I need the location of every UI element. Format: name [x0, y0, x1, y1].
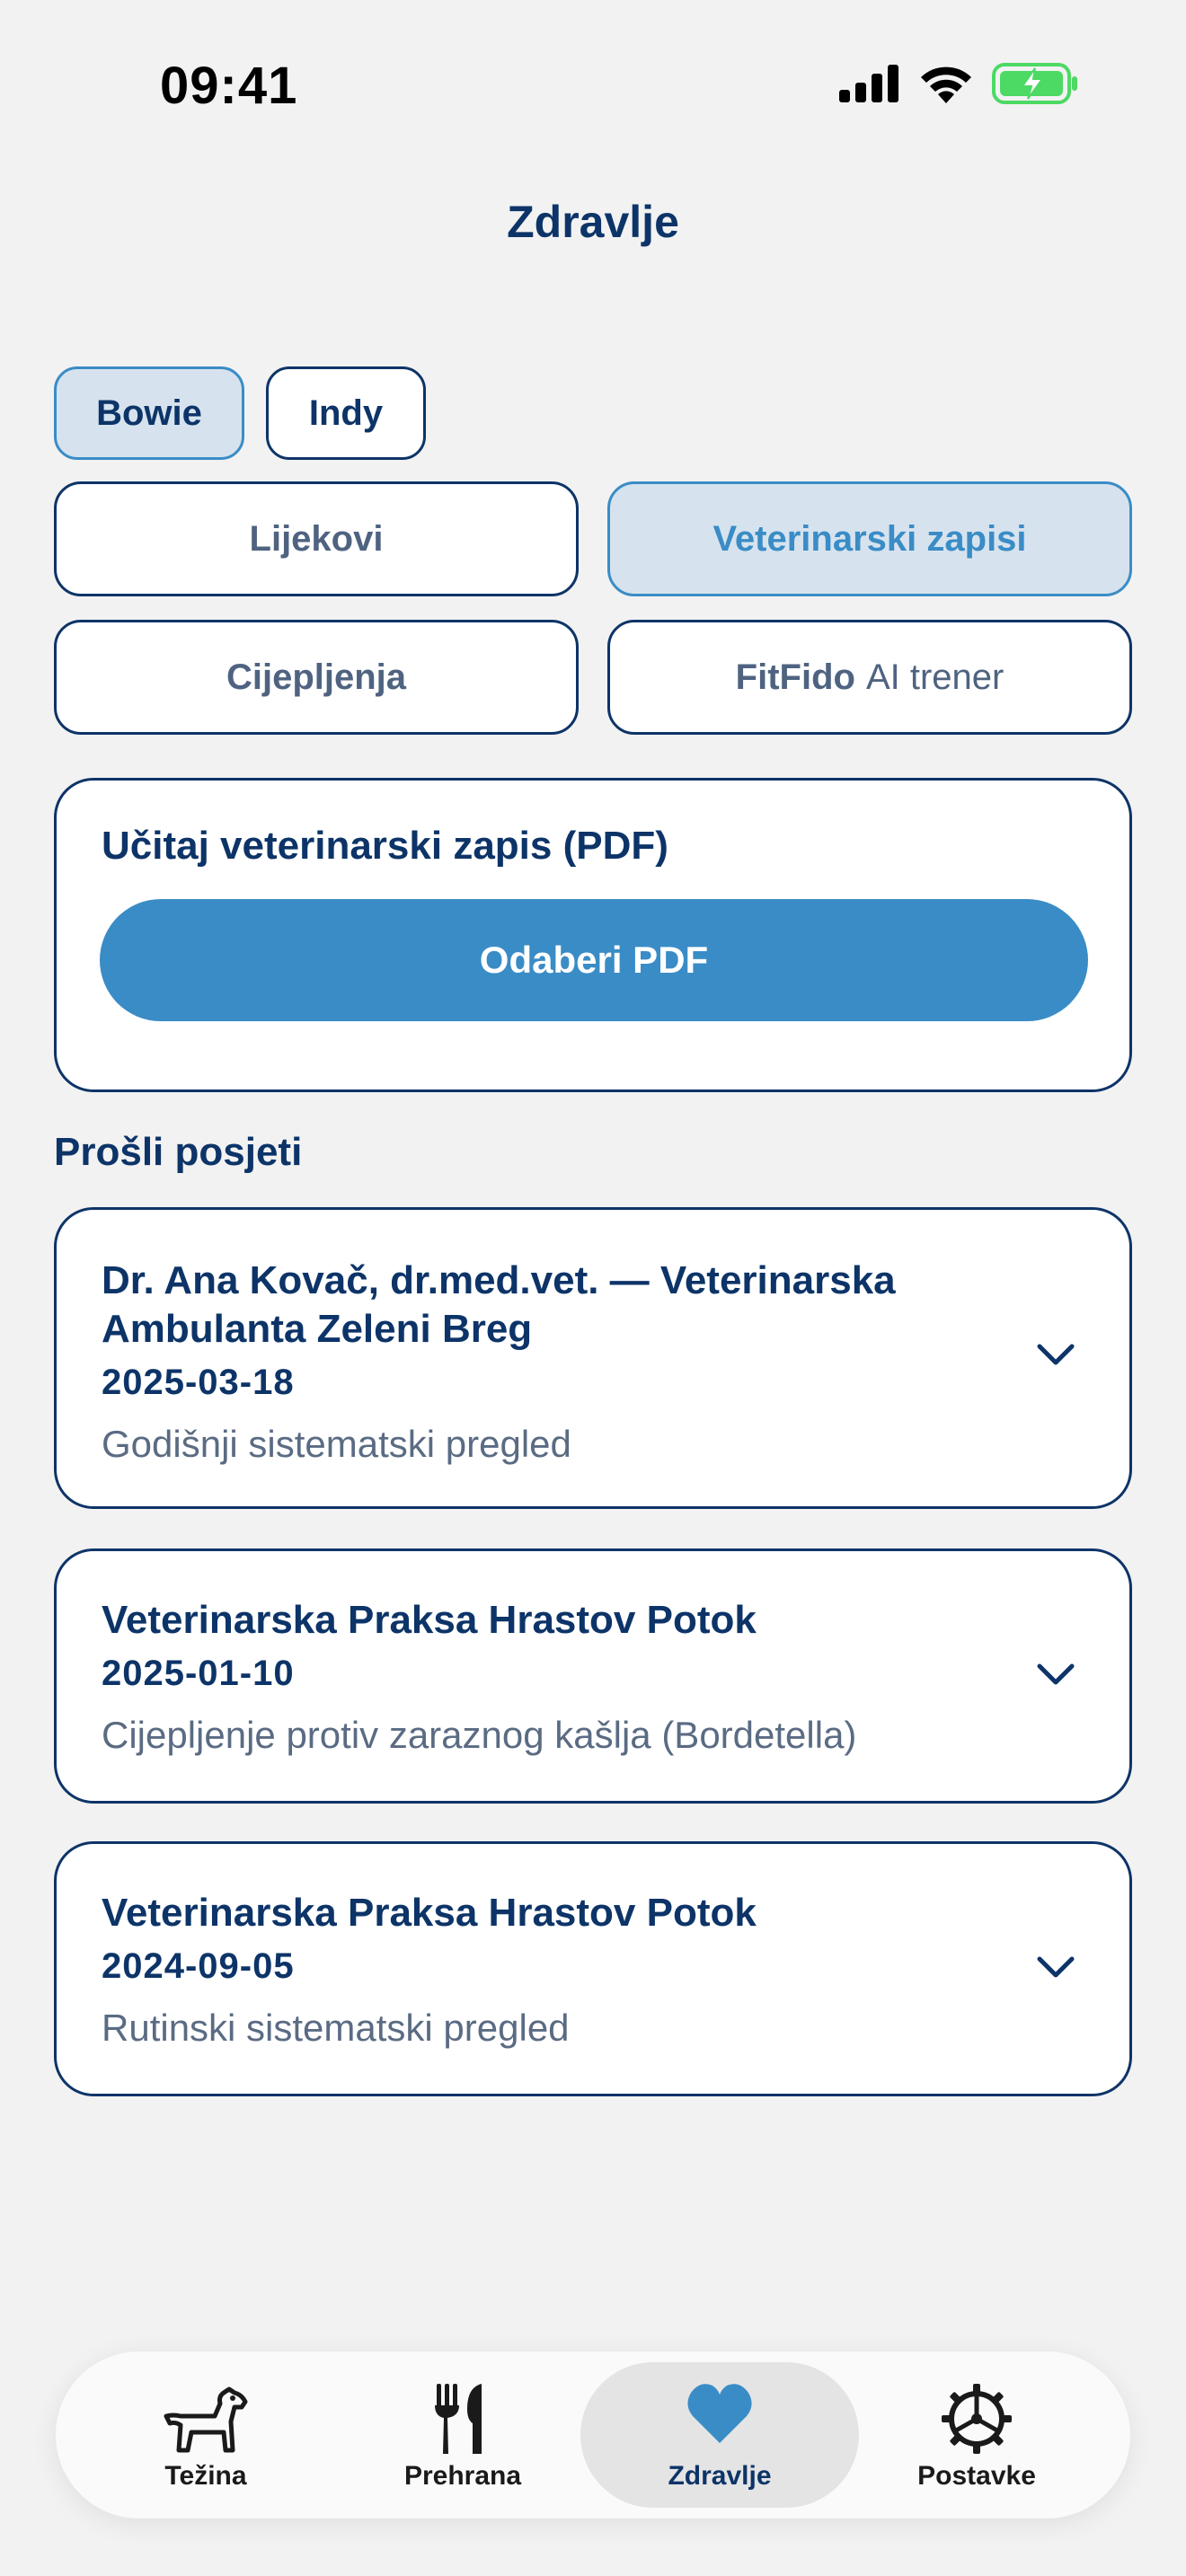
chevron-down-icon[interactable]	[1036, 1663, 1075, 1688]
choose-pdf-button[interactable]	[100, 899, 1088, 1021]
tab-label-brand: FitFido	[735, 657, 855, 697]
tab-vet-records[interactable]	[607, 481, 1132, 596]
tab-label: Lijekovi	[249, 518, 384, 559]
tab-bar-label: Prehrana	[403, 2461, 522, 2491]
choose-pdf-label: Odaberi PDF	[479, 939, 709, 981]
upload-card	[54, 778, 1132, 1092]
chevron-down-icon[interactable]	[1036, 1955, 1075, 1981]
tab-medications[interactable]	[54, 481, 579, 596]
visit-date: 2025-01-10	[102, 1654, 295, 1693]
visit-card[interactable]	[54, 1207, 1132, 1509]
fork-knife-icon	[431, 2382, 494, 2456]
tab-label-suffix: AI trener	[865, 657, 1005, 697]
visit-details	[102, 1257, 1000, 1466]
visit-description: Rutinski sistematski pregled	[102, 2007, 570, 2049]
visit-date: 2025-03-18	[102, 1363, 295, 1402]
visit-clinic: Veterinarska Praksa Hrastov Potok	[102, 1891, 757, 1935]
visit-description: Cijepljenje protiv zaraznog kašlja (Bordetella)	[102, 1714, 857, 1756]
visit-date: 2024-09-05	[102, 1946, 295, 1986]
gear-icon	[940, 2382, 1013, 2456]
dog-chip-indy[interactable]	[266, 366, 426, 460]
visit-clinic: Veterinarska Praksa Hrastov Potok	[102, 1598, 757, 1642]
cellular-signal-icon	[839, 65, 900, 102]
page-title: Zdravlje	[507, 197, 679, 247]
tab-bar-label: Postavke	[917, 2461, 1036, 2491]
tab-bar-label: Zdravlje	[668, 2461, 772, 2491]
visit-details	[102, 1889, 1000, 2050]
upload-title: Učitaj veterinarski zapis (PDF)	[102, 824, 668, 868]
tab-label: Cijepljenja	[226, 657, 407, 697]
dog-chip-label: Bowie	[96, 393, 202, 433]
heart-icon	[686, 2382, 754, 2445]
battery-charging-icon	[992, 63, 1078, 104]
tab-vaccinations[interactable]	[54, 620, 579, 735]
chevron-down-icon[interactable]	[1036, 1343, 1075, 1368]
tab-label: Veterinarski zapisi	[712, 518, 1027, 559]
dog-icon	[161, 2382, 251, 2456]
tab-ai-trainer[interactable]	[607, 620, 1132, 735]
visit-clinic: Dr. Ana Kovač, dr.med.vet. — Veterinarska Ambulanta Zeleni Breg	[102, 1258, 896, 1351]
visit-description: Godišnji sistematski pregled	[102, 1423, 571, 1465]
tab-bar	[56, 2351, 1130, 2519]
tab-bar-item-weight[interactable]	[66, 2362, 345, 2508]
status-time: 09:41	[160, 57, 298, 115]
visit-card[interactable]	[54, 1548, 1132, 1804]
wifi-icon	[918, 64, 974, 103]
visit-details	[102, 1596, 1000, 1757]
tab-bar-item-health[interactable]	[580, 2362, 859, 2508]
visit-card[interactable]	[54, 1841, 1132, 2096]
dog-chip-bowie[interactable]	[54, 366, 244, 460]
tab-bar-label: Težina	[164, 2461, 247, 2491]
dog-chip-label: Indy	[308, 393, 384, 433]
past-visits-title: Prošli posjeti	[54, 1130, 303, 1174]
status-icons	[839, 63, 1078, 104]
tab-bar-item-settings[interactable]	[837, 2362, 1116, 2508]
tab-bar-item-nutrition[interactable]	[323, 2362, 602, 2508]
